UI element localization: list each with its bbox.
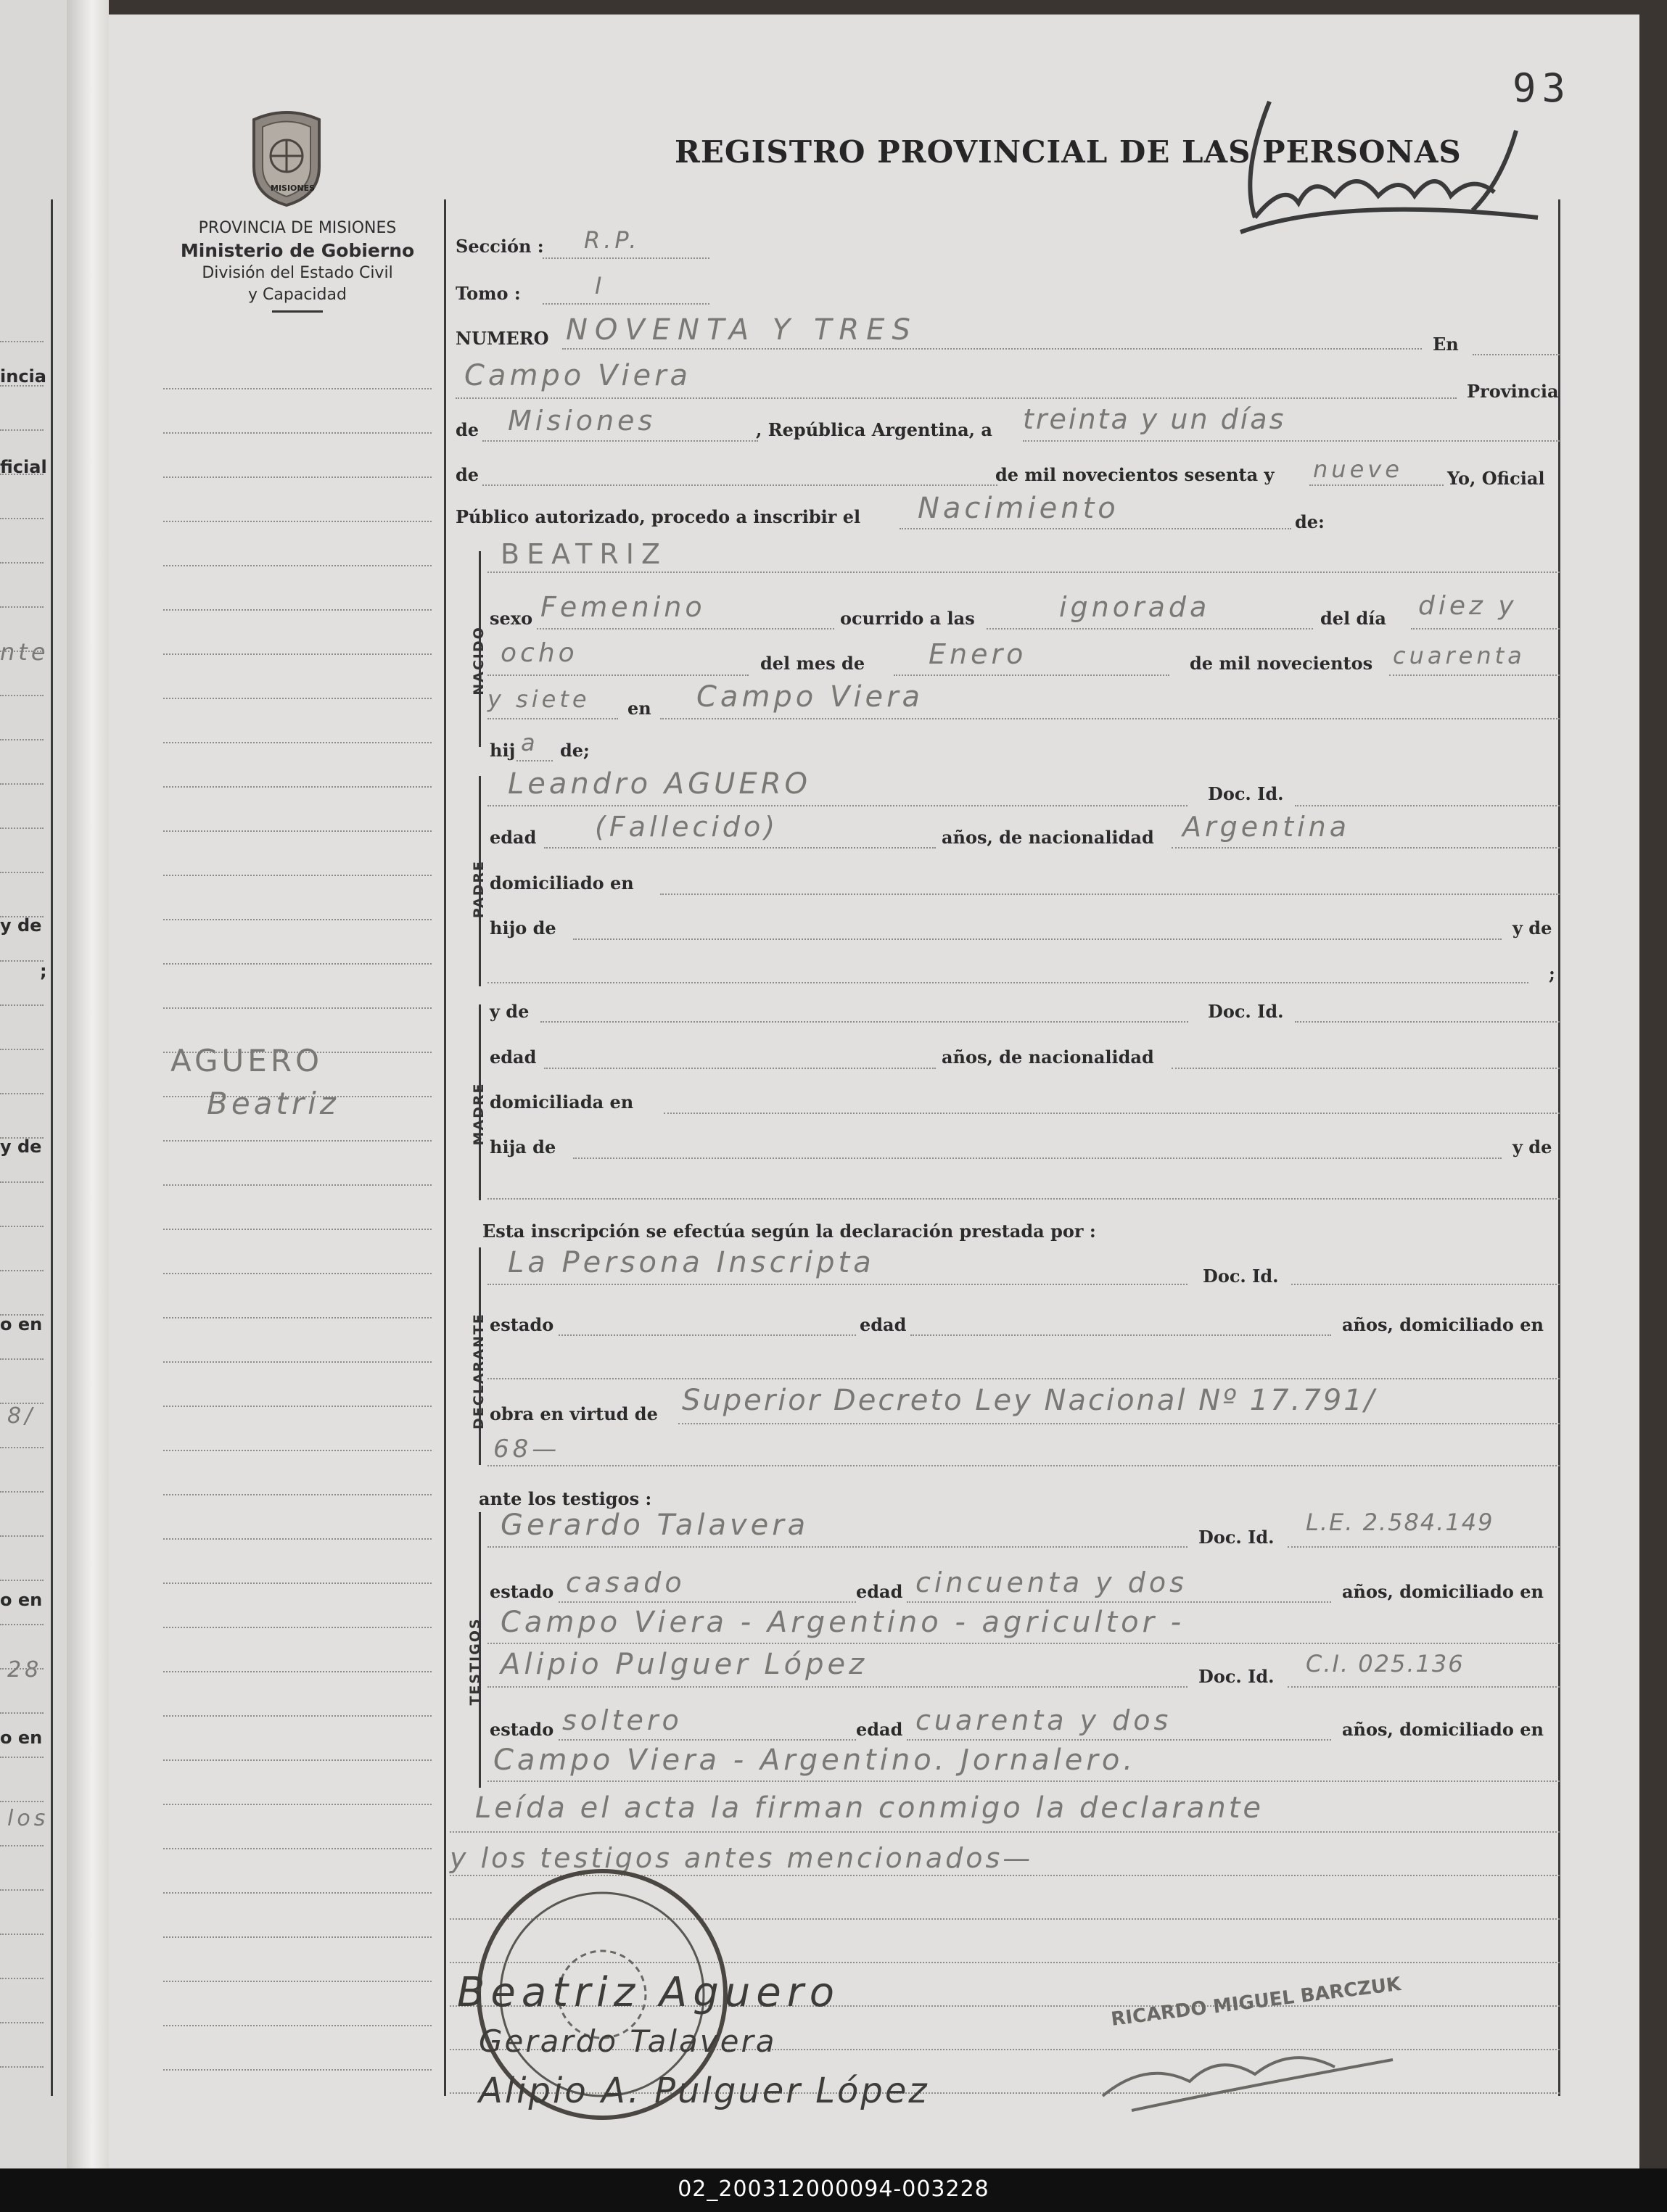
left-page-line [0,1137,44,1139]
left-page [0,0,67,2168]
sexo-value: Femenino [540,591,706,623]
left-page-line [0,1978,44,1979]
left-column-line [163,1140,432,1142]
left-page-line [0,1624,44,1625]
testigo2-dom-value: Campo Viera - Argentino. Jornalero. [493,1743,1137,1777]
office-ministry: Ministerio de Gobierno [180,240,415,261]
left-page-line [0,783,44,785]
left-page-line [0,1801,44,1802]
left-column-line [163,1361,432,1363]
left-page-line [0,562,44,564]
left-page-line [0,1757,44,1758]
numero-value: NOVENTA Y TRES [566,313,918,347]
left-page-line [0,1093,44,1094]
left-page-line [0,1358,44,1360]
left-column-line [163,1007,432,1009]
hij-suffix: a [521,729,539,756]
margin-surname: AGUERO [170,1043,324,1078]
left-page-line [0,1712,44,1714]
left-page-line [0,341,44,342]
left-page-line [0,2022,44,2023]
left-page-line [0,1580,44,1581]
margin-given-name: Beatriz [207,1086,339,1121]
provincia-value: Misiones [508,405,656,437]
dia-value-1: diez y [1418,591,1518,621]
left-column-line [163,786,432,788]
left-column-line [163,1582,432,1584]
section-padre: PADRE [471,859,487,919]
left-column-line [163,609,432,611]
office-province: PROVINCIA DE MISIONES [198,219,397,237]
testigo2-estado-value: soltero [562,1704,683,1736]
office-division: División del Estado Civil [202,264,393,282]
section-declarante: DECLARANTE [471,1313,487,1429]
signature-inscripta: Beatriz Aguero [457,1969,841,2016]
testigo2-doc-value: C.I. 025.136 [1306,1650,1465,1677]
left-column-line [163,875,432,876]
office-capacity: y Capacidad [248,286,347,304]
hora-value: ignorada [1059,591,1211,623]
left-page-line [0,1270,44,1271]
left-page-line [0,1535,44,1537]
left-column-line [163,919,432,920]
padre-value: Leandro AGUERO [508,767,811,801]
tomo-value: I [595,272,606,300]
page-number: 93 [1512,65,1572,111]
left-column-line [163,1450,432,1451]
acto-value: Nacimiento [918,492,1119,525]
section-testigos: TESTIGOS [467,1617,483,1706]
left-page-line [0,828,44,829]
left-page-line [0,1314,44,1316]
left-column-line [163,1538,432,1540]
left-column-line [163,1804,432,1805]
left-page-line [0,1934,44,1935]
left-column-line [163,1184,432,1186]
left-page-line [0,651,44,652]
book-gutter [67,0,109,2168]
left-column-line [163,1715,432,1717]
testigo1-doc-value: L.E. 2.584.149 [1306,1509,1494,1536]
left-column-line [163,1406,432,1407]
padre-edad-value: (Fallecido) [595,811,779,843]
dia-value-2: ocho [501,638,578,668]
left-column-line [163,388,432,389]
left-column-line [163,2069,432,2071]
lugar-value: Campo Viera [464,359,692,392]
left-column-line [163,698,432,699]
left-column-line [163,653,432,655]
obra-value-1: Superior Decreto Ley Nacional Nº 17.791/ [682,1384,1377,1417]
left-column-line [163,830,432,832]
left-page-line [0,1181,44,1183]
left-page-line [0,1889,44,1891]
left-column-line [163,1848,432,1849]
left-page-line [0,385,44,387]
left-column-line [163,432,432,434]
left-page-line [0,695,44,696]
left-page-line [0,2066,44,2068]
left-page-line [0,1004,44,1006]
nombre-value: BEATRIZ [501,538,667,570]
left-column-line [163,521,432,522]
cierre-line-2: y los testigos antes mencionados— [450,1842,1034,1874]
left-column-line [163,1671,432,1672]
cierre-line-1: Leída el acta la firman conmigo la declarante [475,1791,1264,1825]
left-page-line [0,872,44,873]
left-page-line [0,1491,44,1493]
anio-nac-value-1: cuarenta [1393,642,1526,669]
declaracion-heading: Esta inscripción se efectúa según la declaración prestada por : [482,1221,1096,1242]
left-column-line [163,1494,432,1495]
left-page-line [0,960,44,962]
left-column-line [163,1936,432,1938]
left-column-line [163,1229,432,1230]
testigo1-dom-value: Campo Viera - Argentino - agricultor - [501,1606,1185,1639]
left-page-line [0,518,44,519]
anio-nac-value-2: y siete [487,685,590,713]
fecha-value: treinta y un días [1023,403,1286,435]
provincial-crest: MISIONES [247,105,326,207]
signature-testigo-2: Alipio A. Pulguer López [479,2071,929,2111]
left-column-line [163,476,432,478]
left-column-line [163,1981,432,1982]
section-nacido: NACIDO [471,626,487,696]
left-column-line [163,2025,432,2026]
anio-value: nueve [1313,455,1403,483]
testigo1-estado-value: casado [566,1567,686,1598]
obra-value-2: 68— [493,1435,561,1464]
left-page-line [0,916,44,917]
left-column-line [163,1273,432,1274]
left-page-line [0,1668,44,1670]
left-page-line [0,606,44,608]
left-page-line [0,474,44,475]
left-page-line [0,1403,44,1404]
left-column-line [163,742,432,743]
testigo1-edad-value: cincuenta y dos [915,1567,1188,1598]
left-page-line [0,739,44,740]
left-column-line [163,1759,432,1761]
testigo2-edad-value: cuarenta y dos [915,1704,1172,1736]
testigos-heading: ante los testigos : [479,1488,652,1509]
left-column-rule [444,199,446,2096]
left-page-line [0,1845,44,1846]
left-page-line [0,429,44,431]
testigo1-value: Gerardo Talavera [501,1509,810,1542]
left-column-line [163,1627,432,1628]
lugar-nac-value: Campo Viera [696,680,924,714]
seccion-value: R.P. [584,226,641,254]
office-block [156,218,439,313]
left-column-line [163,1892,432,1894]
left-page-line [0,1447,44,1448]
register-title: REGISTRO PROVINCIAL DE LAS PERSONAS [675,134,1462,170]
padre-nac-value: Argentina [1182,811,1351,843]
official-name-stamp: RICARDO MIGUEL BARCZUK [1110,1973,1402,2031]
official-signature [1088,2016,1436,2125]
signature-testigo-1: Gerardo Talavera [479,2023,777,2059]
left-page-line [0,1049,44,1050]
mes-value: Enero [929,638,1027,670]
left-page-line [0,1226,44,1227]
left-column-line [163,565,432,566]
testigo2-value: Alipio Pulguer López [501,1648,868,1681]
left-column-line [163,963,432,965]
right-column-rule [1558,199,1560,2096]
declarante-value: La Persona Inscripta [508,1246,875,1279]
left-column-line [163,1317,432,1318]
section-madre: MADRE [471,1082,487,1146]
image-identifier: 02_200312000094-003228 [678,2176,989,2202]
header-signature [1197,87,1545,261]
